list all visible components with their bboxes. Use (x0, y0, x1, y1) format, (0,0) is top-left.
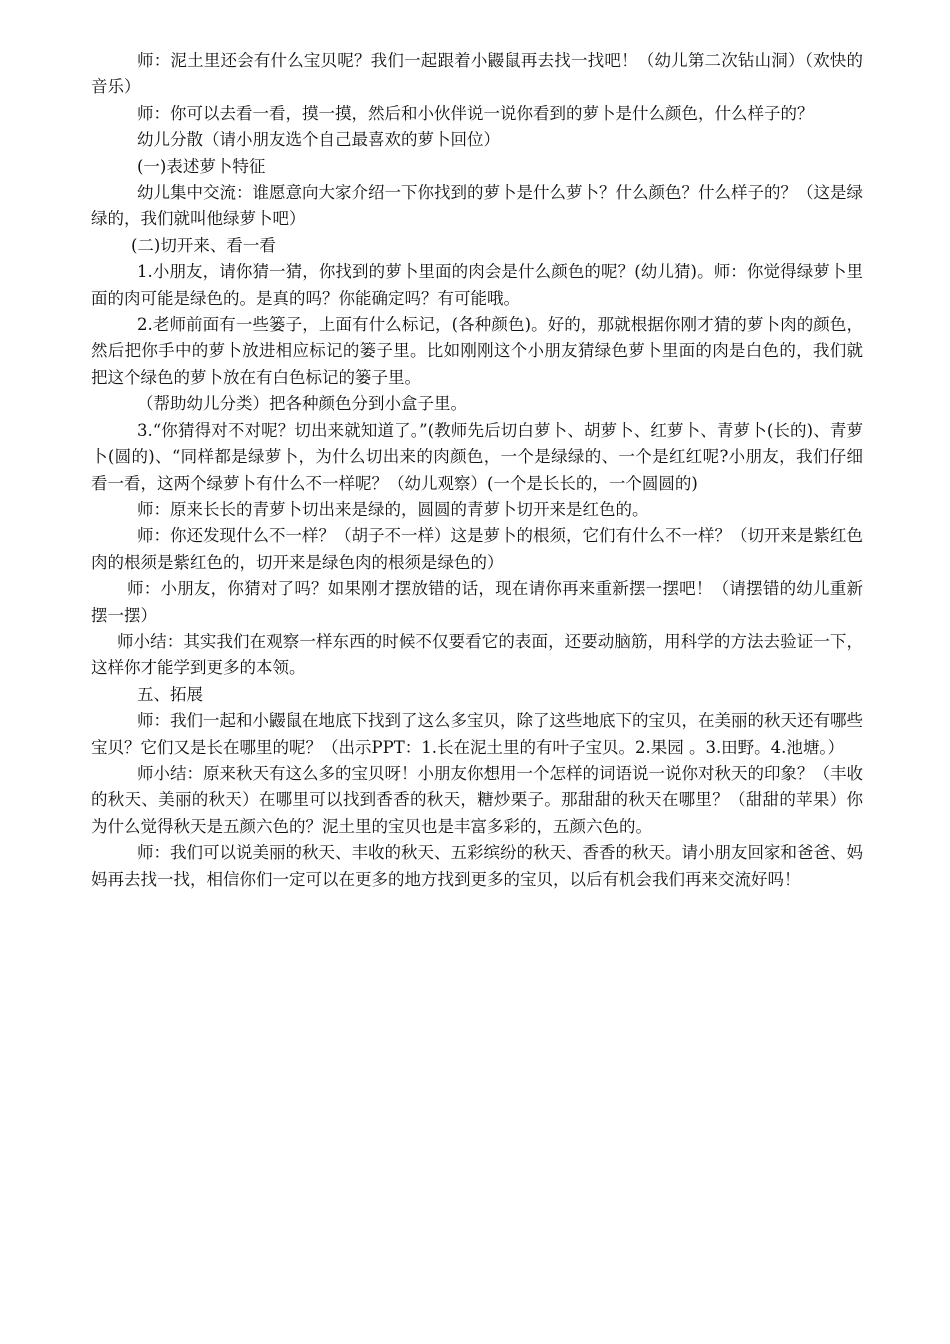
paragraph-teacher-long-round: 师：原来长长的青萝卜切出来是绿的，圆圆的青萝卜切开来是红色的。 (137, 499, 649, 519)
paragraph-teacher-closing: 师：我们可以说美丽的秋天、丰收的秋天、五彩缤纷的秋天、香香的秋天。请小朋友回家和爸爸、妈妈再去找一找，相信你们一定可以在更多的地方找到更多的宝贝，以后有机会我们再来交流好吗！ (91, 843, 863, 889)
paragraph-teacher-roots: 师：你还发现什么不一样？（胡子不一样）这是萝卜的根须，它们有什么不一样？（切开来是紫红色肉的根须是紫红色的，切开来是绿色肉的根须是绿色的） (91, 526, 863, 572)
section-heading-cut-and-look: (二)切开来、看一看 (131, 235, 276, 255)
paragraph-children-disperse: 幼儿分散（请小朋友选个自己最喜欢的萝卜回位） (137, 130, 500, 150)
document-body (91, 48, 863, 893)
section-heading-extension: 五、拓展 (137, 684, 203, 704)
paragraph-children-exchange: 幼儿集中交流：谁愿意向大家介绍一下你找到的萝卜是什么萝卜？什么颜色？什么样子的？（这是绿绿的，我们就叫他绿萝卜吧） (91, 183, 863, 229)
paragraph-teacher-look-touch: 师：你可以去看一看，摸一摸，然后和小伙伴说一说你看到的萝卜是什么颜色，什么样子的？ (137, 103, 814, 123)
paragraph-step-2-baskets: 2.老师前面有一些篓子，上面有什么标记，(各种颜色)。好的，那就根据你刚才猜的萝卜肉的颜色，然后把你手中的萝卜放进相应标记的篓子里。比如刚刚这个小朋友猜绿色萝卜里面的肉是白色的，我们就把这个绿色的萝卜放在有白色标记的篓子里。 (91, 315, 863, 387)
paragraph-teacher-summary-autumn: 师小结：原来秋天有这么多的宝贝呀！小朋友你想用一个怎样的词语说一说你对秋天的印象？（丰收的秋天、美丽的秋天）在哪里可以找到香香的秋天，糖炒栗子。那甜甜的秋天在哪里？（甜甜的苹果）你为什么觉得秋天是五颜六色的？泥土里的宝贝也是丰富多彩的，五颜六色的。 (91, 763, 863, 836)
paragraph-teacher-autumn-treasures: 师：我们一起和小鼹鼠在地底下找到了这么多宝贝，除了这些地底下的宝贝，在美丽的秋天还有哪些宝贝？它们又是长在哪里的呢？（出示PPT：1.长在泥土里的有叶子宝贝。2.果园 。3.田野。4.池塘。） (91, 711, 863, 757)
paragraph-teacher-rearrange: 师：小朋友，你猜对了吗？如果刚才摆放错的话，现在请你再来重新摆一摆吧！（请摆错的幼儿重新摆一摆） (91, 579, 863, 625)
paragraph-help-classify: （帮助幼儿分类）把各种颜色分到小盒子里。 (137, 394, 467, 414)
paragraph-teacher-summary-observe: 师小结：其实我们在观察一样东西的时候不仅要看它的表面，还要动脑筋，用科学的方法去验证一下，这样你才能学到更多的本领。 (91, 631, 863, 678)
paragraph-step-1-guess: 1.小朋友，请你猜一猜，你找到的萝卜里面的肉会是什么颜色的呢？(幼儿猜)。师：你觉得绿萝卜里面的肉可能是绿色的。是真的吗？你能确定吗？有可能哦。 (91, 262, 863, 308)
paragraph-step-3-cut: 3.“你猜得对不对呢？切出来就知道了。”(教师先后切白萝卜、胡萝卜、红萝卜、青萝卜(长的)、青萝卜(圆的)、“同样都是绿萝卜，为什么切出来的肉颜色，一个是绿绿的、一个是红红呢?小朋友，我们仔细看一看，这两个绿萝卜有什么不一样呢？（幼儿观察）(一个是长长的，一个圆圆的) (91, 420, 863, 493)
section-heading-describe-features: (一)表述萝卜特征 (137, 156, 266, 176)
paragraph-teacher-second-cave: 师：泥土里还会有什么宝贝呢？我们一起跟着小鼹鼠再去找一找吧！（幼儿第二次钻山洞）（欢快的音乐） (91, 51, 863, 97)
